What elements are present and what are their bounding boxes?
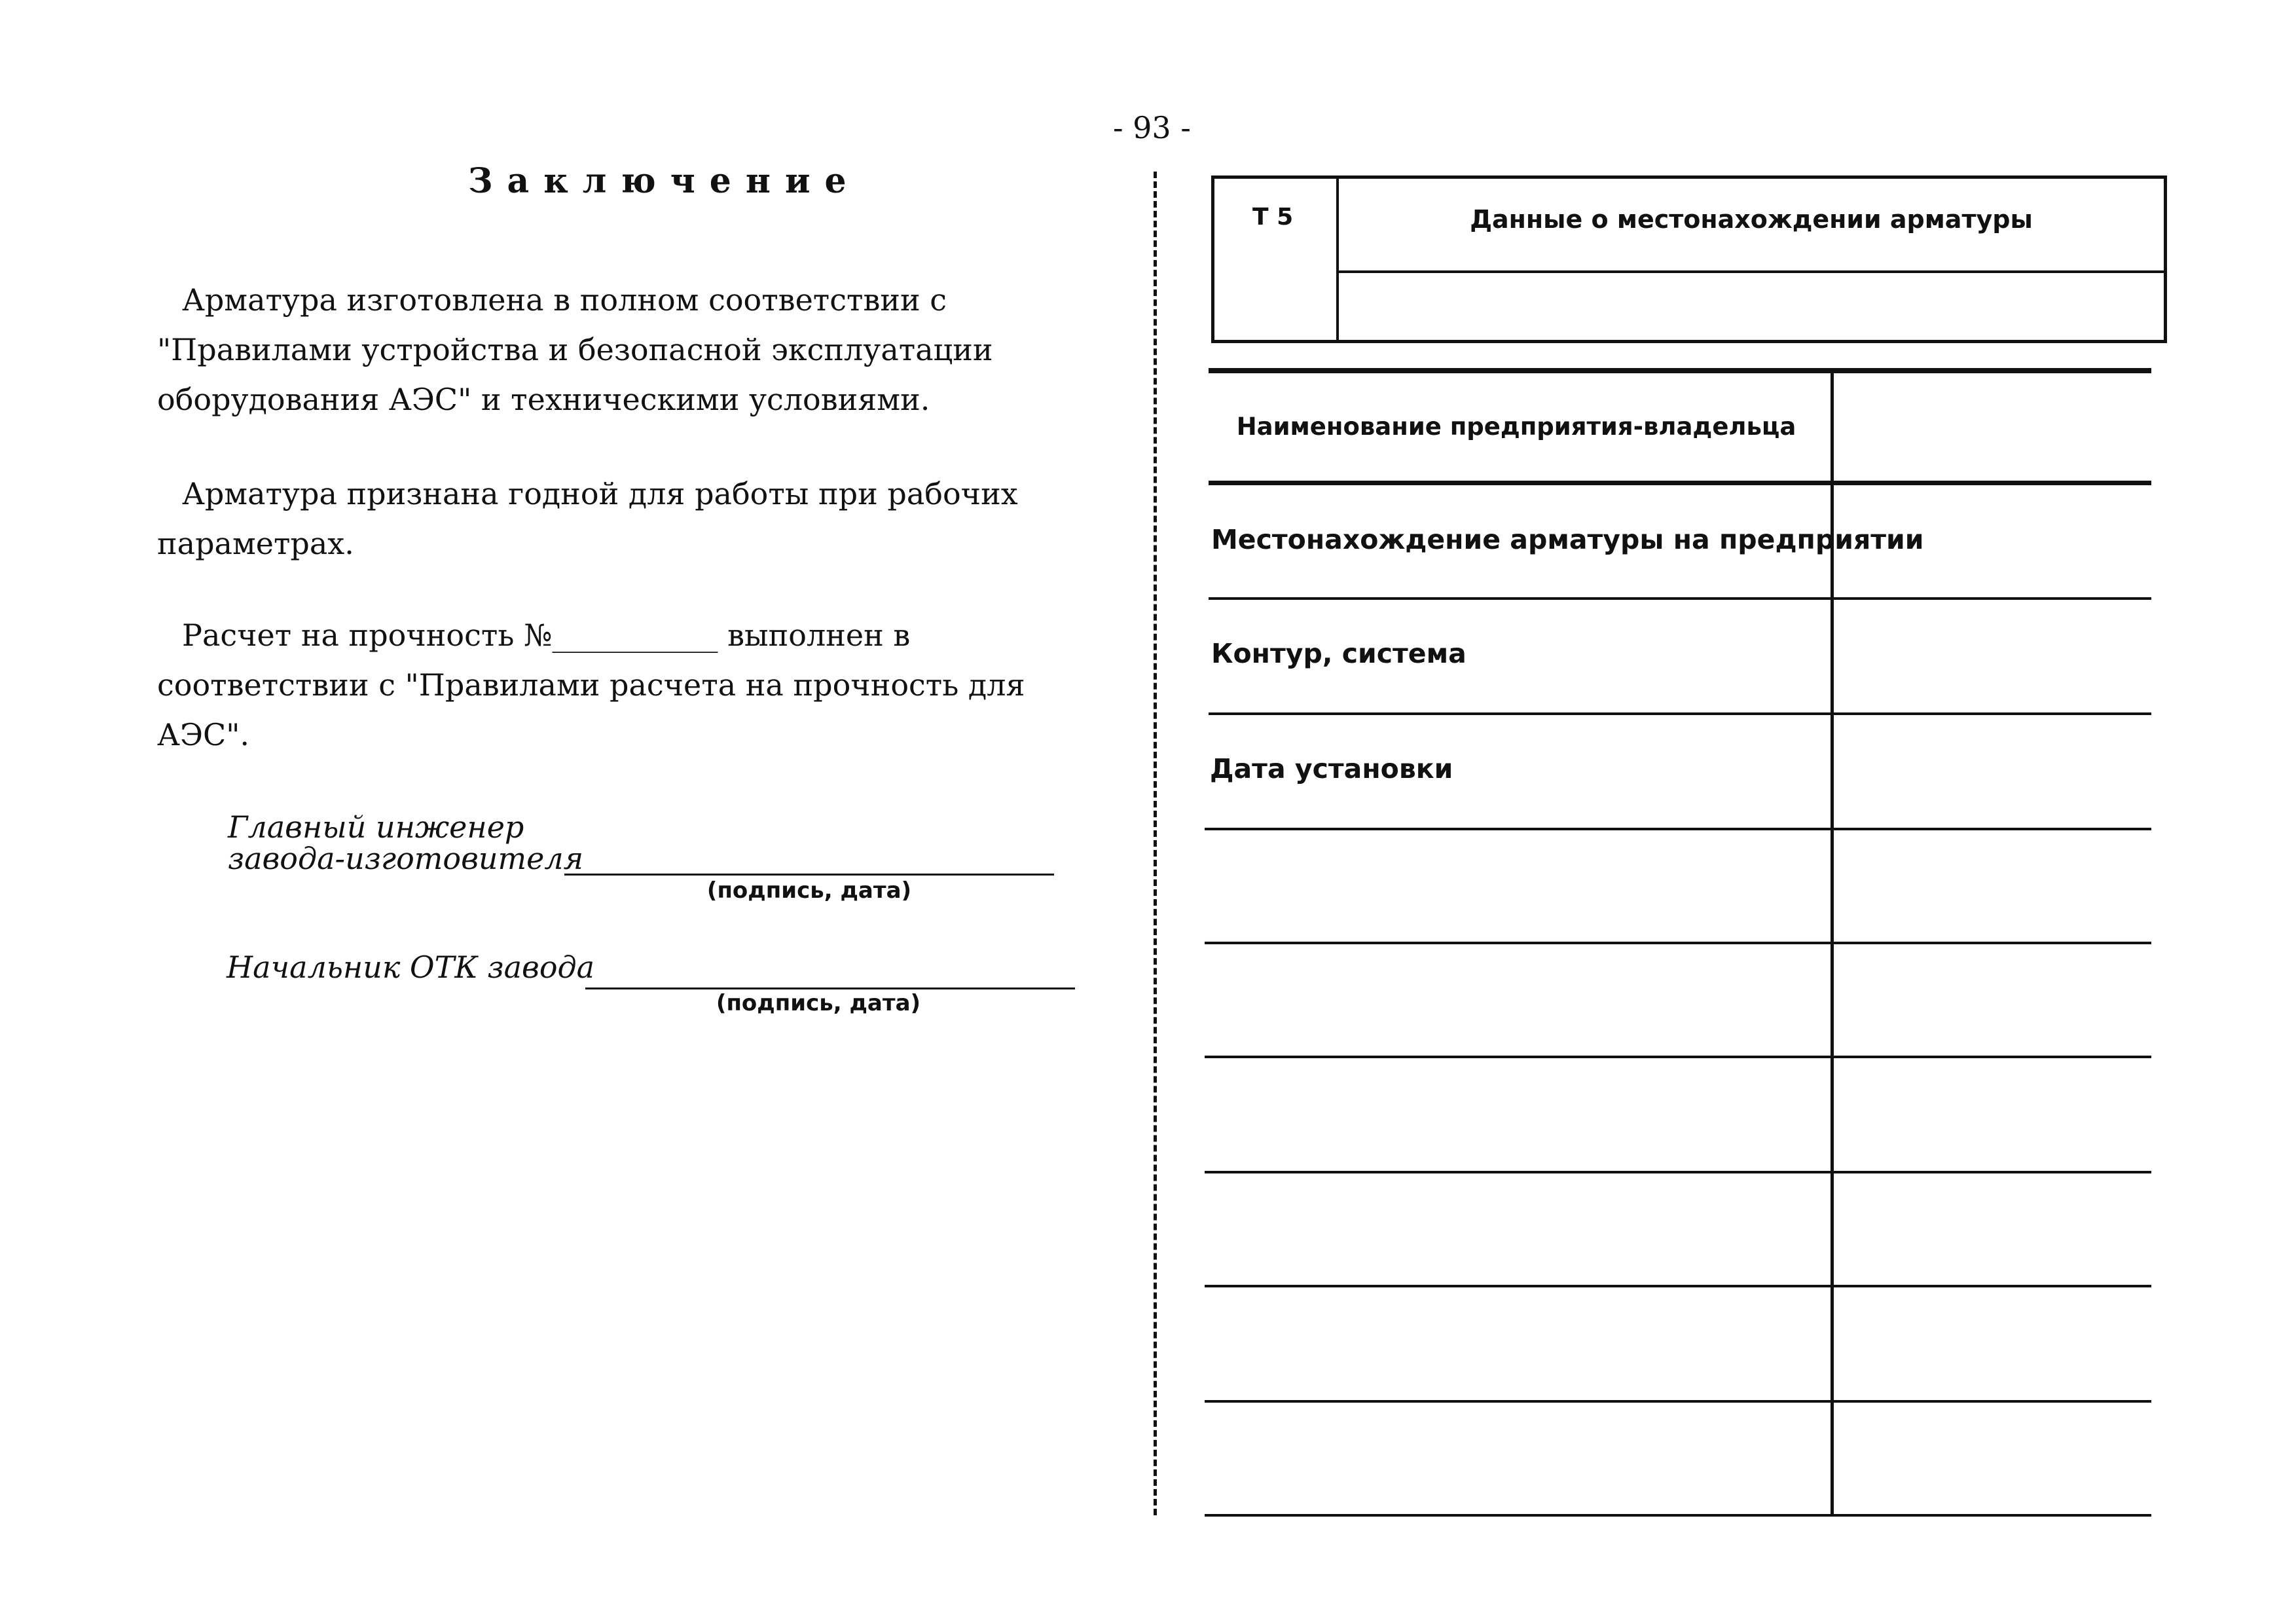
t5-title-cell <box>1339 179 2164 273</box>
table-row-divider <box>1205 942 2151 944</box>
t5-code-cell <box>1214 179 1339 340</box>
table-row-divider <box>1209 597 2151 600</box>
table-row-circuit-label: Контур, система <box>1211 638 1467 669</box>
conclusion-paragraph-3: Расчет на прочность №___________ выполнен в соответствии с "Правилами расчета на прочность для АЭС". <box>157 618 1025 752</box>
signature-chief-engineer-label-line2: завода-изготовителя <box>228 841 584 876</box>
t5-code: Т 5 <box>1252 204 1294 231</box>
cut-line <box>1154 172 1157 1515</box>
table-row-location-label: Местонахождение арматуры на предприятии <box>1211 524 1924 555</box>
signature-chief-engineer-label-line1: Главный инженер <box>228 809 524 845</box>
table-bottom-rule <box>1205 1514 2151 1517</box>
owner-enterprise-label: Наименование предприятия-владельца <box>1236 413 1796 441</box>
signature-qc-head-line <box>585 987 1075 989</box>
conclusion-title: Заключение <box>468 161 861 201</box>
signature-chief-engineer-line <box>564 874 1054 876</box>
table-row-install-date-label: Дата установки <box>1210 753 1453 784</box>
conclusion-paragraph-2: Арматура признана годной для работы при рабочих параметрах. <box>157 476 1018 561</box>
table-row-divider <box>1205 1056 2151 1058</box>
table-row-divider <box>1209 481 2151 485</box>
page-number: - 93 - <box>1113 110 1191 145</box>
signature-qc-head-label: Начальник ОТК завода <box>227 950 595 985</box>
table-top-rule <box>1209 368 2151 373</box>
signature-chief-engineer-caption: (подпись, дата) <box>706 877 912 904</box>
conclusion-paragraph-1: Арматура изготовлена в полном соответствии с "Правилами устройства и безопасной эксплуатации оборудования АЭС" и техническими условиями. <box>157 282 993 417</box>
table-row-divider <box>1209 712 2151 715</box>
signature-qc-head-caption: (подпись, дата) <box>716 990 921 1016</box>
t5-title: Данные о местонахождении арматуры <box>1470 205 2033 234</box>
t5-header-box <box>1211 175 2167 343</box>
table-row-divider <box>1205 828 2151 830</box>
table-row-divider <box>1205 1285 2151 1287</box>
table-row-divider <box>1205 1400 2151 1403</box>
table-row-divider <box>1205 1171 2151 1173</box>
